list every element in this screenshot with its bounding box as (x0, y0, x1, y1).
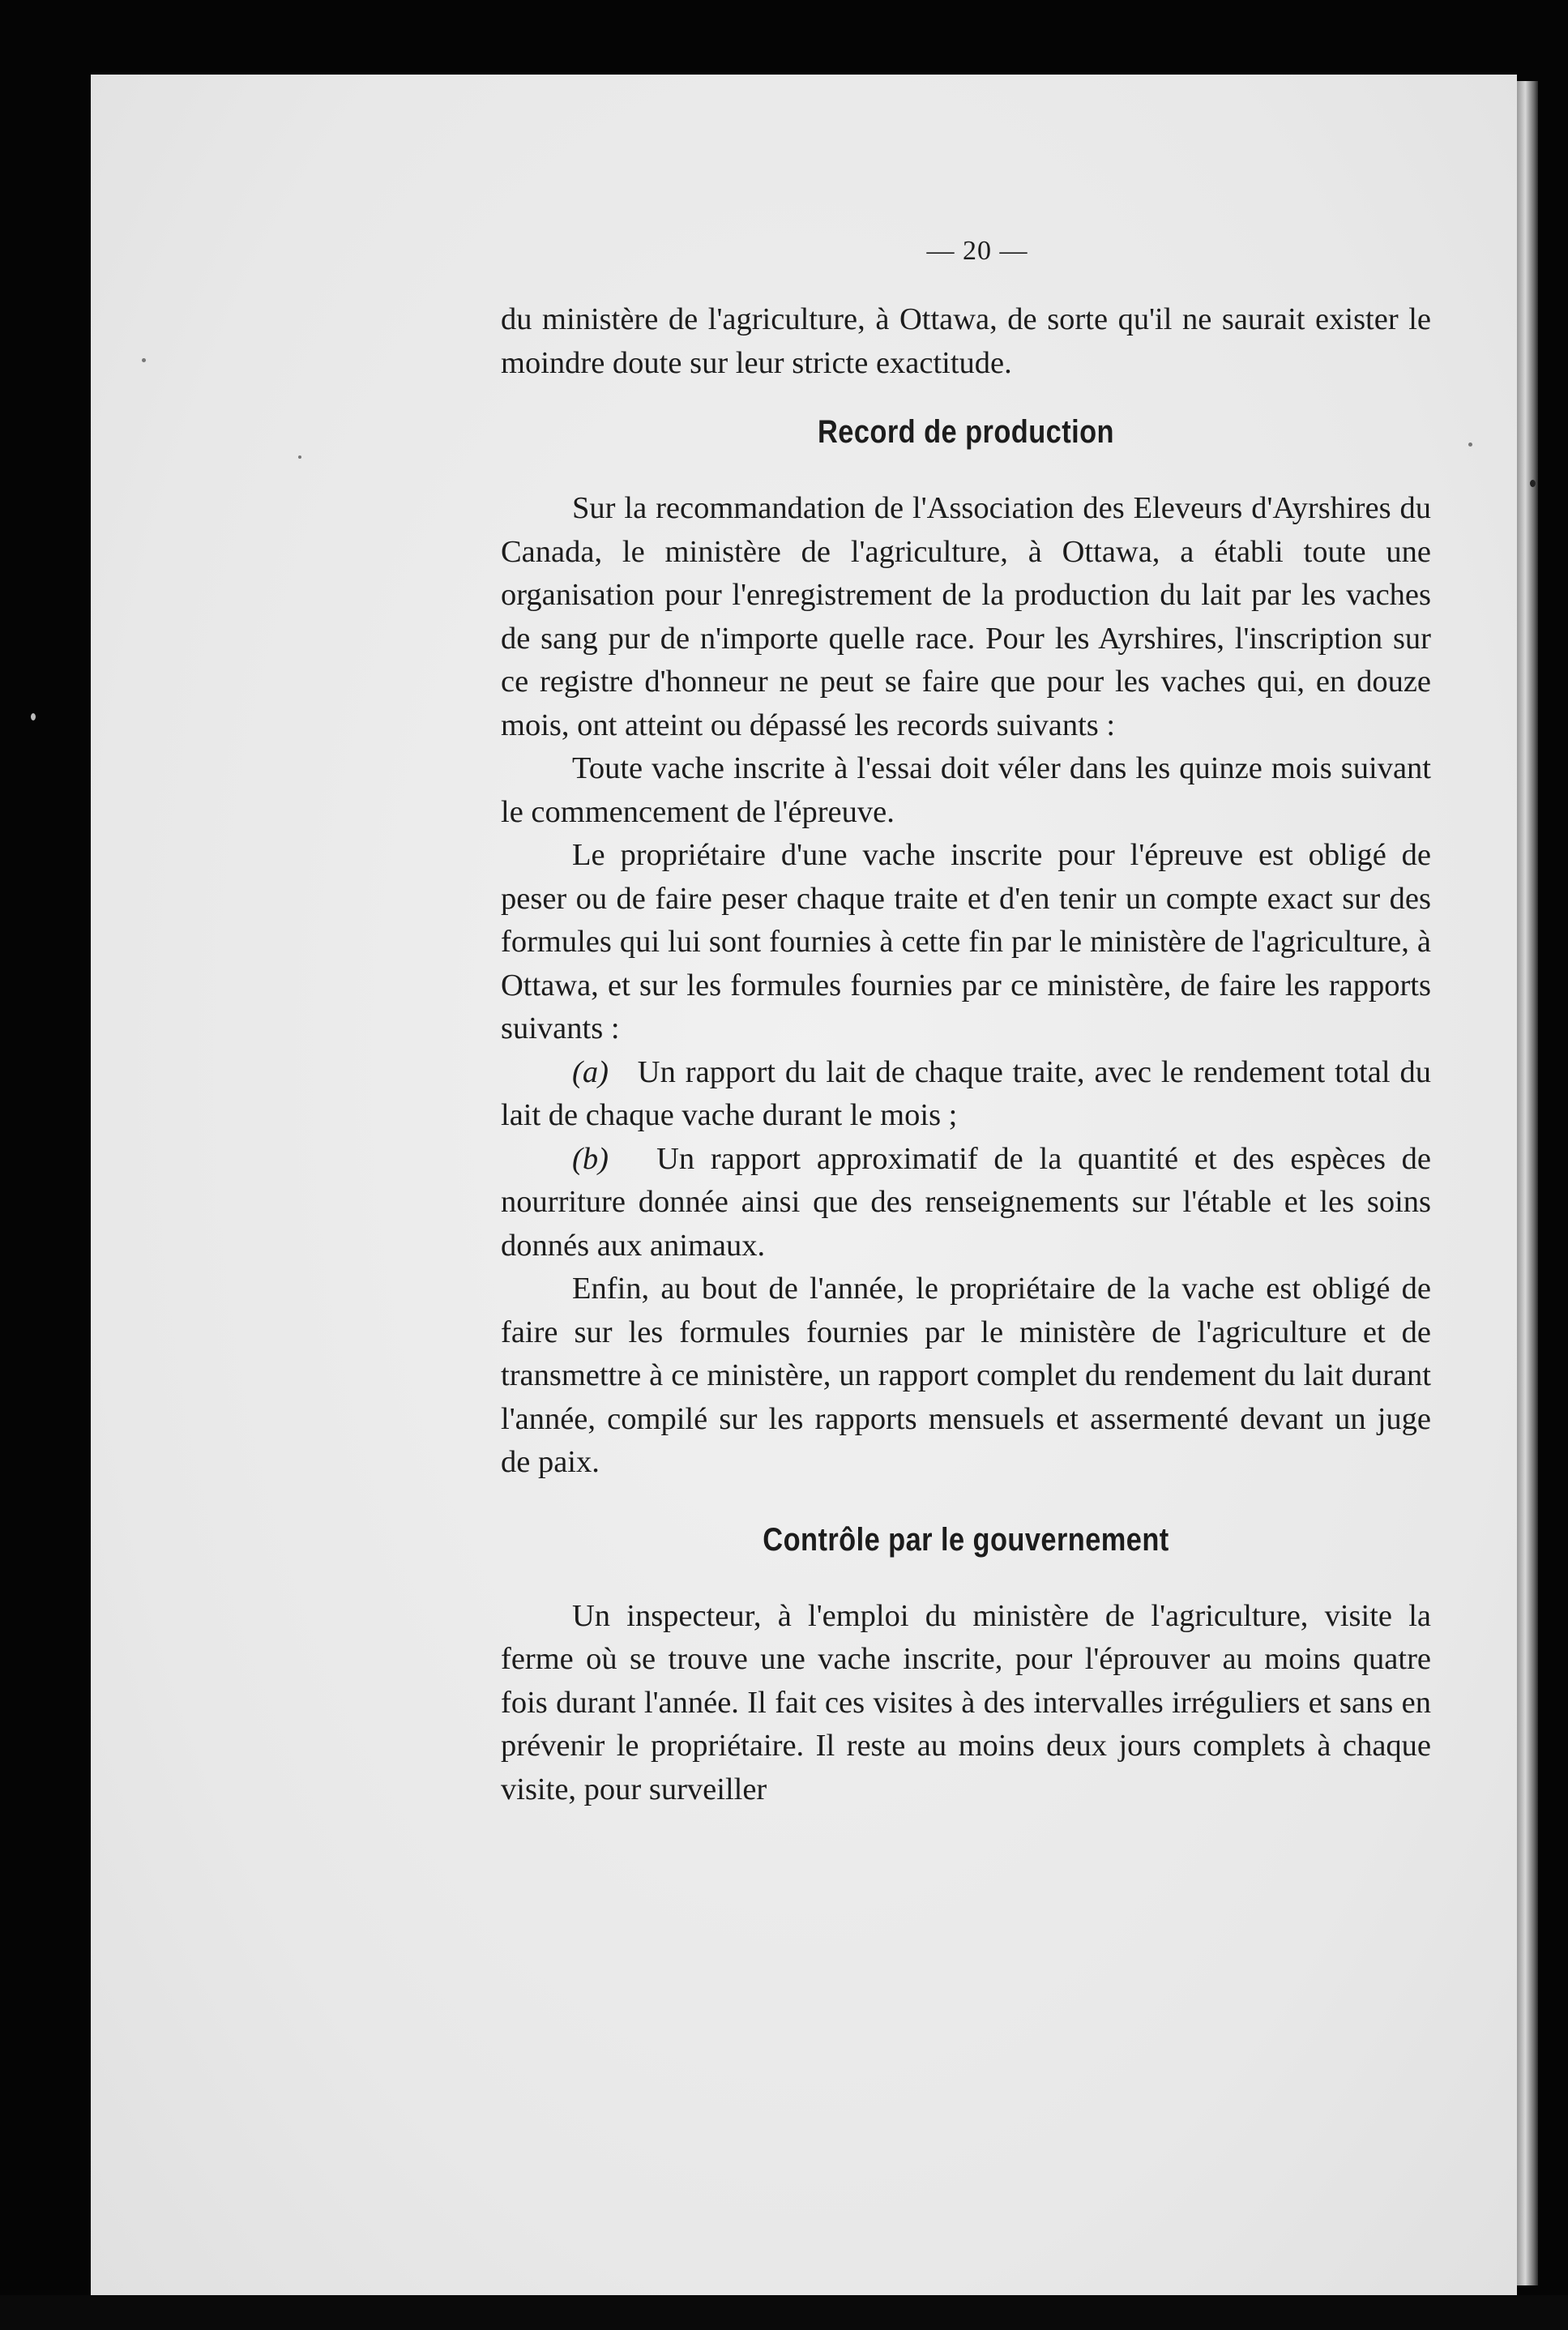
page-edge-shadow (1517, 81, 1538, 2285)
speck-mark (142, 358, 146, 362)
section-heading: Record de production (817, 414, 1114, 450)
speck-mark (1530, 480, 1536, 487)
text-column (501, 235, 1431, 1811)
page-number: — 20 — (926, 236, 1028, 266)
paragraph: Un inspecteur, à l'emploi du ministère de l'agriculture, visite la ferme où se trouve une vache inscrite, pour l'éprouver au moins quatre fois durant l'année. Il fait ces visites à des intervalles irréguliers et sans en prévenir le propriétaire. Il reste au moins deux jours complets à chaque visite, pour surveiller (501, 1598, 1431, 1806)
paragraph: du ministère de l'agriculture, à Ottawa, de sorte qu'il ne saurait exister le moindre doute sur leur stricte exactitude. (501, 302, 1431, 380)
section-heading: Contrôle par le gouvernement (763, 1521, 1169, 1558)
item-text: Un rapport du lait de chaque traite, avec le rendement total du lait de chaque vache durant le mois ; (501, 1054, 1431, 1132)
paragraph: Le propriétaire d'une vache inscrite pour l'épreuve est obligé de peser ou de faire peser chaque traite et d'en tenir un compte exact sur des formules qui lui sont fournies à cette fin par le ministère de l'agriculture, à Ottawa, et sur les formules fournies par ce ministère, de faire les rapports suivants : (501, 838, 1431, 1045)
item-text: Un rapport approximatif de la quantité et des espèces de nourriture donnée ainsi que des renseignements sur l'étable et les soins donnés aux animaux. (501, 1141, 1432, 1263)
paragraph: Sur la recommandation de l'Association des Eleveurs d'Ayrshires du Canada, le ministère de l'agriculture, à Ottawa, a établi toute une organisation pour l'enregistrement de la production du lait par les vaches de sang pur de n'importe quelle race. Pour les Ayrshires, l'inscription sur ce registre d'honneur ne peut se faire que pour les vaches qui, en douze mois, ont atteint ou dépassé les records suivants : (501, 491, 1431, 742)
speck-mark (298, 455, 301, 459)
scan-bottom-border (0, 2295, 1568, 2330)
paragraph: Toute vache inscrite à l'essai doit véler dans les quinze mois suivant le commencement de l'épreuve. (501, 751, 1431, 829)
speck-mark (31, 713, 36, 720)
page-body (501, 298, 1431, 1811)
list-item (501, 1138, 1431, 1268)
list-item (501, 1051, 1431, 1138)
item-label: (b) (572, 1141, 609, 1176)
item-label: (a) (572, 1054, 609, 1089)
paragraph: Enfin, au bout de l'année, le propriétaire de la vache est obligé de faire sur les formules fournies par le ministère de l'agriculture et de transmettre à ce ministère, un rapport complet du rendement du lait durant l'année, compilé sur les rapports mensuels et assermenté devant un juge de paix. (501, 1272, 1431, 1479)
speck-mark (1468, 442, 1472, 447)
